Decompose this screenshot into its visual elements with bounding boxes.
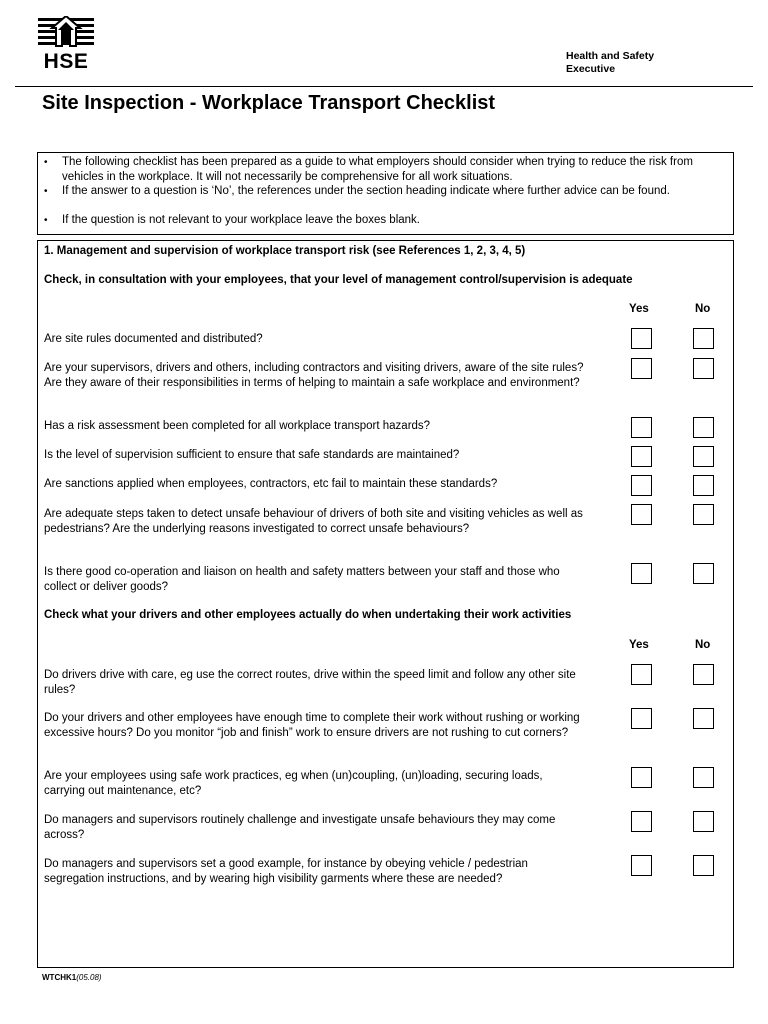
yes-checkbox[interactable] [631,855,652,876]
bullet-icon: • [44,215,48,226]
question: Are your employees using safe work practices, eg when (un)coupling, (un)loading, securing loads, carrying out maintenance, etc? [44,770,543,797]
question: Do drivers drive with care, eg use the correct routes, drive within the speed limit and follow any other site rules? [44,669,576,696]
header-divider [15,86,753,87]
no-checkbox[interactable] [693,811,714,832]
checklist-section [37,240,734,968]
org-line-2: Executive [566,63,616,75]
bullet-icon: • [44,157,48,168]
yes-checkbox[interactable] [631,417,652,438]
hse-wordmark: HSE [43,50,89,73]
yes-column-header: Yes [629,639,649,651]
yes-checkbox[interactable] [631,358,652,379]
question: Are sanctions applied when employees, contractors, etc fail to maintain these standards? [44,478,498,490]
question: Is there good co-operation and liaison on health and safety matters between your staff and those who collect or deliver goods? [44,566,560,593]
org-line-1: Health and Safety [566,50,655,62]
no-checkbox[interactable] [693,767,714,788]
question: Do managers and supervisors set a good example, for instance by obeying vehicle / pedestrian segregation instructions, and by wearing high visibility garments where these are needed? [44,858,528,885]
no-checkbox[interactable] [693,504,714,525]
group-heading: Check, in consultation with your employees, that your level of management control/supervision is adequate [44,274,633,286]
question: Are site rules documented and distributed? [44,333,263,345]
no-column-header: No [695,639,711,651]
no-column-header: No [695,303,711,315]
question: Has a risk assessment been completed for all workplace transport hazards? [44,420,431,432]
yes-column-header: Yes [629,303,649,315]
no-checkbox[interactable] [693,446,714,467]
form-code-id: WTCHK1 [42,973,77,982]
yes-checkbox[interactable] [631,767,652,788]
group-heading: Check what your drivers and other employees actually do when undertaking their work activities [44,609,572,621]
form-code [42,973,102,982]
page-title: Site Inspection - Workplace Transport Checklist [42,92,496,114]
section-title: 1. Management and supervision of workplace transport risk (see References 1, 2, 3, 4, 5) [44,245,526,257]
yes-checkbox[interactable] [631,475,652,496]
intro-box [37,152,734,235]
no-checkbox[interactable] [693,708,714,729]
form-code-date: (05.08) [76,973,102,982]
no-checkbox[interactable] [693,417,714,438]
no-checkbox[interactable] [693,328,714,349]
no-checkbox[interactable] [693,475,714,496]
intro-text: If the answer to a question is ‘No’, the references under the section heading indicate where further advice can be found. [62,185,670,197]
yes-checkbox[interactable] [631,563,652,584]
question: Do your drivers and other employees have enough time to complete their work without rushing or working excessive hours? Do you monitor “job and finish” work to ensure drivers are not rushing to cut corners? [44,712,580,739]
no-checkbox[interactable] [693,358,714,379]
question: Do managers and supervisors routinely challenge and investigate unsafe behaviours they may come across? [44,814,556,841]
bullet-icon: • [44,186,48,197]
no-checkbox[interactable] [693,855,714,876]
question: Are your supervisors, drivers and others, including contractors and visiting drivers, aware of the site rules? Are they aware of their responsibilities in terms of helping to maintain a safe workplace and environment? [44,362,584,389]
question: Is the level of supervision sufficient to ensure that safe standards are maintained? [44,449,460,461]
yes-checkbox[interactable] [631,504,652,525]
yes-checkbox[interactable] [631,446,652,467]
yes-checkbox[interactable] [631,664,652,685]
yes-checkbox[interactable] [631,328,652,349]
intro-text: If the question is not relevant to your workplace leave the boxes blank. [62,214,420,226]
yes-checkbox[interactable] [631,811,652,832]
organisation-name [566,50,654,76]
intro-text: The following checklist has been prepared as a guide to what employers should consider when trying to reduce the risk from vehicles in the workplace. It will not necessarily be comprehensive for all work situations. [62,156,693,183]
no-checkbox[interactable] [693,664,714,685]
no-checkbox[interactable] [693,563,714,584]
question: Are adequate steps taken to detect unsafe behaviour of drivers of both site and visiting vehicles as well as pedestrians? Are the underlying reasons investigated to correct unsafe behaviours? [44,508,583,535]
yes-checkbox[interactable] [631,708,652,729]
